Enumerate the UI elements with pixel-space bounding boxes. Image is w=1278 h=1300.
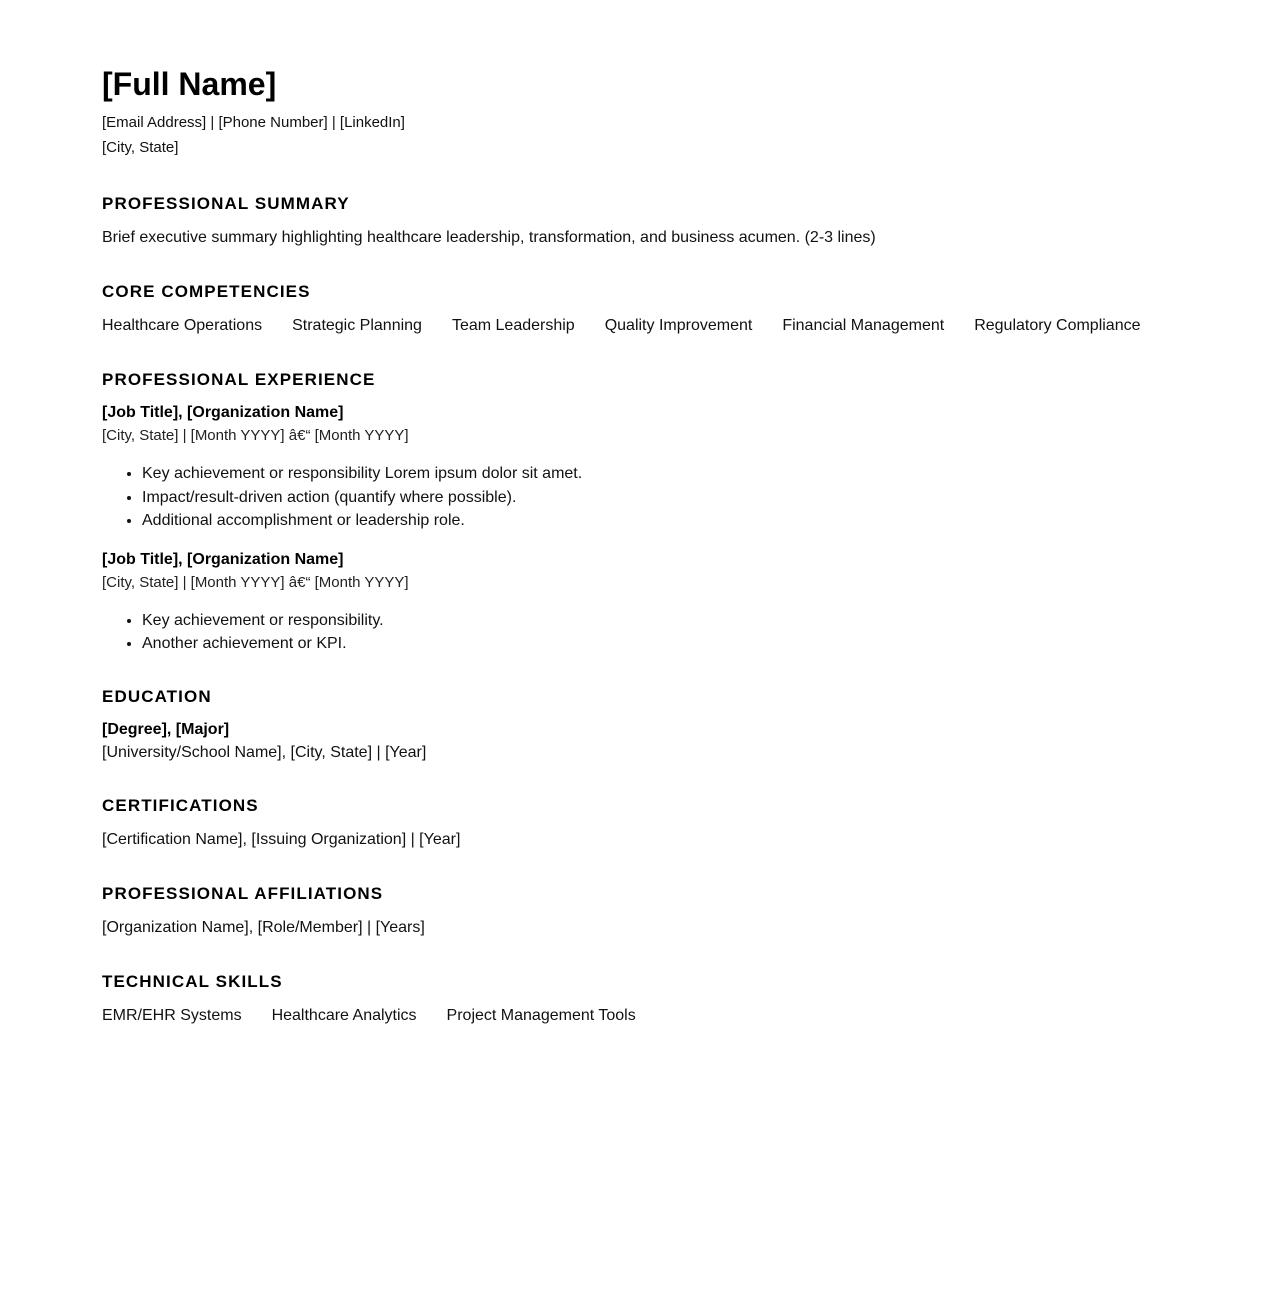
job-title: [Job Title], [Organization Name] <box>102 404 344 421</box>
job-entry <box>102 401 1202 533</box>
section-education <box>102 685 1202 764</box>
affiliation-entry: [Organization Name], [Role/Member] | [Years] <box>102 918 425 936</box>
section-professional-summary <box>102 192 1202 249</box>
job-entry <box>102 548 1202 656</box>
contact-line: [Email Address] | [Phone Number] | [LinkedIn] <box>102 114 405 131</box>
section-title: PROFESSIONAL SUMMARY <box>102 194 350 213</box>
section-title: EDUCATION <box>102 686 212 706</box>
school: [University/School Name], [City, State] | [Year] <box>102 743 427 761</box>
section-professional-affiliations <box>102 882 1202 939</box>
section-core-competencies <box>102 280 1202 337</box>
section-technical-skills <box>102 970 1202 1027</box>
competencies-list <box>102 315 1202 337</box>
bullet-item: • Key achievement or responsibility Lorem ipsum dolor sit amet. <box>142 462 1202 486</box>
full-name: [Full Name] <box>102 66 277 102</box>
bullet-item: • Impact/result-driven action (quantify where possible). <box>142 486 1202 510</box>
section-title: PROFESSIONAL AFFILIATIONS <box>102 883 384 903</box>
resume-header <box>102 62 1202 160</box>
location-line: [City, State] <box>102 139 179 156</box>
competency-item: Financial Management <box>782 317 945 334</box>
section-title: TECHNICAL SKILLS <box>102 971 283 991</box>
degree: [Degree], [Major] <box>102 720 230 738</box>
certification-entry: [Certification Name], [Issuing Organization] | [Year] <box>102 830 461 848</box>
section-title: CORE COMPETENCIES <box>102 282 311 301</box>
summary-text: Brief executive summary highlighting healthcare leadership, transformation, and business acumen. (2-3 lines) <box>102 229 876 246</box>
job-bullets <box>102 609 1202 656</box>
competency-item: Team Leadership <box>451 317 575 334</box>
job-bullets <box>102 462 1202 533</box>
section-certifications <box>102 794 1202 851</box>
job-meta: [City, State] | [Month YYYY] â€“ [Month YYYY] <box>102 427 409 444</box>
bullet-item: • Key achievement or responsibility. <box>142 609 1202 633</box>
bullet-item: • Additional accomplishment or leadership role. <box>142 509 1202 533</box>
competency-item: Quality Improvement <box>604 317 753 334</box>
job-meta: [City, State] | [Month YYYY] â€“ [Month YYYY] <box>102 573 409 591</box>
competency-item: Strategic Planning <box>292 317 422 334</box>
skill-item: EMR/EHR Systems <box>102 1006 242 1024</box>
competency-item: Regulatory Compliance <box>974 317 1141 334</box>
section-title: PROFESSIONAL EXPERIENCE <box>102 370 376 389</box>
skill-item: Project Management Tools <box>446 1006 636 1024</box>
bullet-item: • Another achievement or KPI. <box>142 632 1202 656</box>
job-title: [Job Title], [Organization Name] <box>102 550 344 568</box>
section-title: CERTIFICATIONS <box>102 795 259 815</box>
skill-item: Healthcare Analytics <box>271 1006 417 1024</box>
competency-item: Healthcare Operations <box>102 317 263 334</box>
technical-skills-list <box>102 1005 1202 1027</box>
section-professional-experience <box>102 368 1202 656</box>
